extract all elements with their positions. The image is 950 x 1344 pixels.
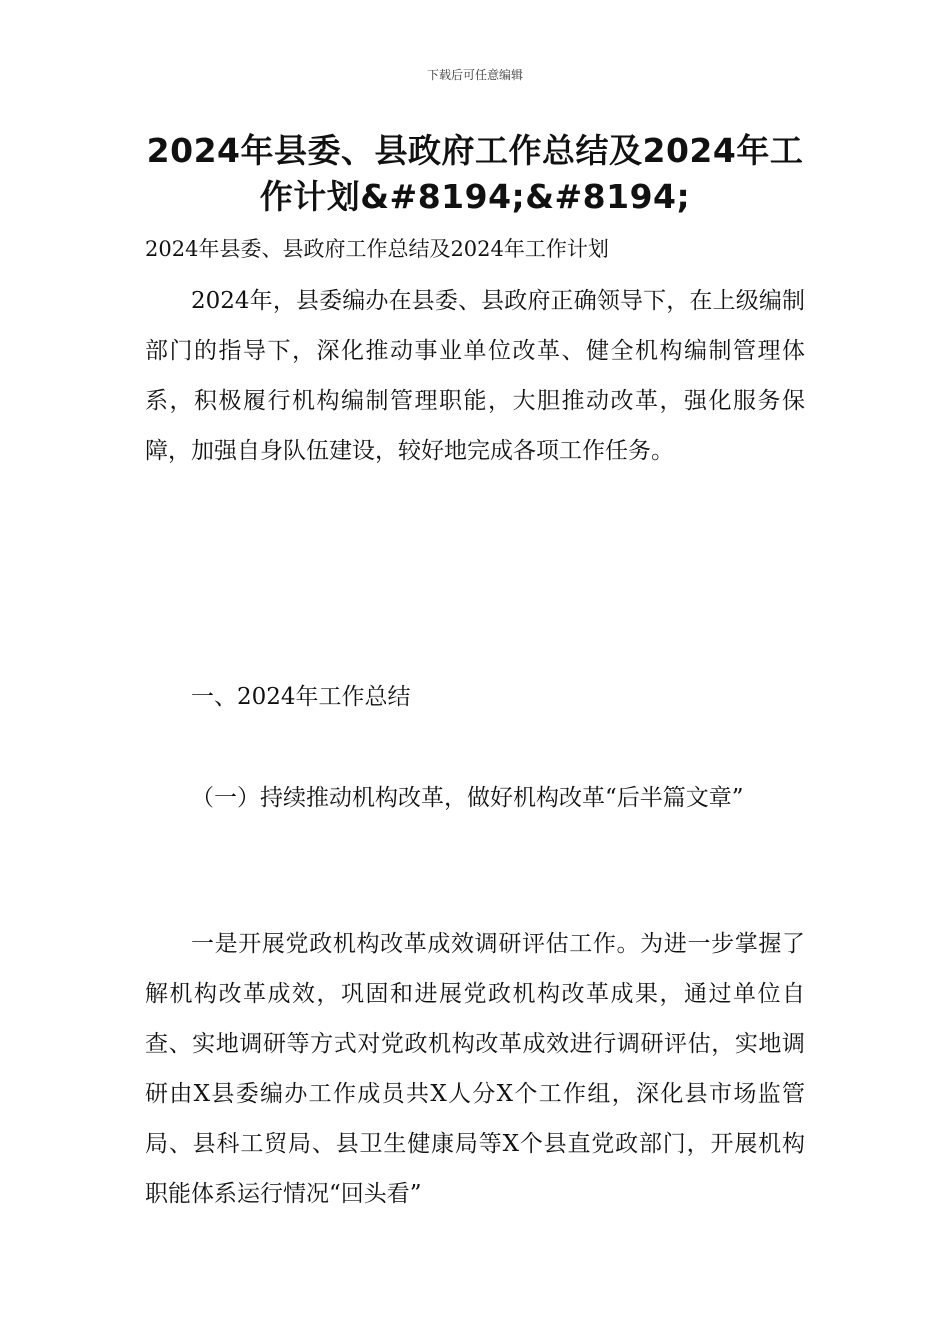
header-note: 下载后可任意编辑: [426, 68, 523, 82]
intro-paragraph: 2024年，县委编办在县委、县政府正确领导下，在上级编制部门的指导下，深化推动事业单位改革、健全机构编制管理体系，积极履行机构编制管理职能，大胆推动改革，强化服务保障，加强自身队伍建设，较好地完成各项工作任务。: [145, 288, 805, 464]
body-paragraph: 一是开展党政机构改革成效调研评估工作。为进一步掌握了解机构改革成效，巩固和进展党政机构改革成果，通过单位自查、实地调研等方式对党政机构改革成效进行调研评估，实地调研由X县委编办工作成员共X人分X个工作组，深化县市场监管局、县科工贸局、县卫生健康局等X个县直党政部门，开展机构职能体系运行情况“回头看”: [145, 931, 805, 1207]
section-heading: 一、2024年工作总结: [191, 684, 411, 710]
document-title: 2024年县委、县政府工作总结及2024年工作计划&#8194;&#8194;: [146, 131, 804, 216]
document-subtitle: 2024年县委、县政府工作总结及2024年工作计划: [145, 237, 609, 261]
subsection-heading: （一）持续推动机构改革，做好机构改革“后半篇文章”: [191, 785, 744, 811]
